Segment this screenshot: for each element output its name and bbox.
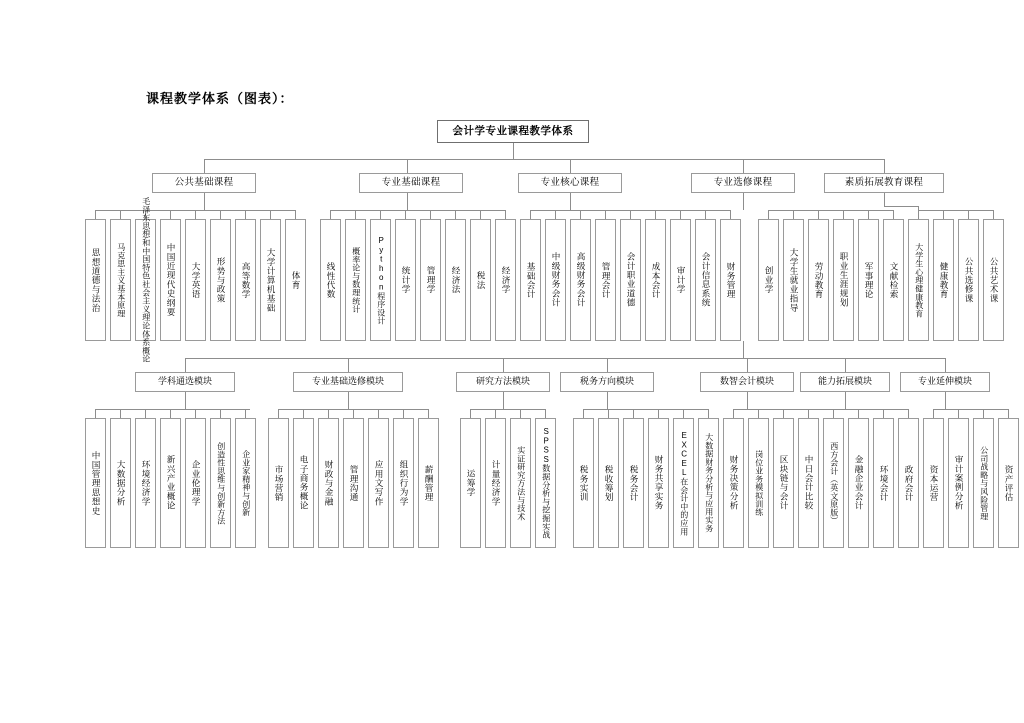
leaf-label: 形势与政策 <box>216 257 226 303</box>
leaf-label: 思想道德与法治 <box>91 247 101 313</box>
leaf-node <box>833 219 854 341</box>
leaf-label: 资产评估 <box>1004 464 1014 502</box>
leaf-label: 统计学 <box>401 266 411 294</box>
leaf-node <box>545 219 566 341</box>
level2-node-major-basic-elective: 专业基础选修模块 <box>293 372 403 392</box>
leaf-label: 线性代数 <box>326 261 336 299</box>
leaf-label: 体育 <box>291 270 301 290</box>
leaf-label: 财务决策分析 <box>729 455 739 511</box>
leaf-label: 环境经济学 <box>141 460 151 506</box>
leaf-label: 区块链与会计 <box>779 455 789 511</box>
leaf-node <box>748 418 769 548</box>
leaf-label: 审计学 <box>676 266 686 294</box>
leaf-label: 税收筹划 <box>604 464 614 502</box>
leaf-label: 财务管理 <box>726 261 736 299</box>
leaf-node <box>285 219 306 341</box>
leaf-label: 职业生涯规划 <box>839 252 849 308</box>
leaf-label: 大学英语 <box>191 261 201 299</box>
leaf-node <box>958 219 979 341</box>
leaf-node <box>343 418 364 548</box>
leaf-label: 创造性思维与创新方法 <box>216 441 226 525</box>
leaf-label: 组织行为学 <box>399 460 409 506</box>
leaf-node <box>648 418 669 548</box>
leaf-node <box>485 418 506 548</box>
leaf-node <box>135 197 156 363</box>
leaf-node <box>393 418 414 548</box>
leaf-label: 会计信息系统 <box>701 252 711 308</box>
leaf-label: 管理学 <box>426 266 436 294</box>
leaf-node <box>973 418 994 548</box>
leaf-label: 环境会计 <box>879 464 889 502</box>
leaf-label: 概率论与数理统计 <box>351 246 361 314</box>
leaf-label: 经济学 <box>501 266 511 294</box>
leaf-label: 中国近现代史纲要 <box>166 243 176 317</box>
leaf-node <box>670 219 691 341</box>
leaf-node <box>873 418 894 548</box>
leaf-label: 公共艺术课 <box>989 257 999 303</box>
level2-node-digital-accounting: 数智会计模块 <box>700 372 794 392</box>
level2-node-discipline-general: 学科通选模块 <box>135 372 235 392</box>
leaf-node <box>395 219 416 341</box>
leaf-node <box>698 418 719 548</box>
leaf-label: SPSS数据分析与挖掘实战 <box>541 427 551 539</box>
level1-node-major-elective: 专业选修课程 <box>691 173 795 193</box>
leaf-node <box>110 418 131 548</box>
leaf-label: 高等数学 <box>241 261 251 299</box>
level1-node-quality-extension: 素质拓展教育课程 <box>824 173 944 193</box>
leaf-label: 大学生就业指导 <box>789 247 799 313</box>
leaf-label: 大学生心理健康教育 <box>914 242 924 318</box>
leaf-label: 企业伦理学 <box>191 460 201 506</box>
leaf-node <box>160 219 181 341</box>
level2-node-ability-extension: 能力拓展模块 <box>800 372 890 392</box>
leaf-label: 金融企业会计 <box>854 455 864 511</box>
leaf-label: 毛泽东思想和中国特色社会主义理论体系概论 <box>141 197 151 363</box>
leaf-node <box>673 418 694 548</box>
leaf-label: 大学计算机基础 <box>266 247 276 313</box>
leaf-node <box>85 418 106 548</box>
leaf-label: 公共选修课 <box>964 257 974 303</box>
leaf-node <box>470 219 491 341</box>
leaf-label: 大数据财务分析与应用实务 <box>704 433 714 533</box>
leaf-node <box>268 418 289 548</box>
leaf-label: 企业家精神与创新 <box>241 449 251 517</box>
leaf-label: 马克思主义基本原理 <box>116 242 126 318</box>
leaf-label: 薪酬管理 <box>424 464 434 502</box>
leaf-node <box>695 219 716 341</box>
leaf-label: 劳动教育 <box>814 261 824 299</box>
leaf-node <box>293 418 314 548</box>
leaf-label: 公司战略与风险管理 <box>979 445 989 521</box>
leaf-node <box>495 219 516 341</box>
leaf-label: 创业学 <box>764 266 774 294</box>
leaf-node <box>923 418 944 548</box>
leaf-node <box>418 418 439 548</box>
leaf-node <box>460 418 481 548</box>
leaf-label: 审计案例分析 <box>954 455 964 511</box>
leaf-node <box>598 418 619 548</box>
leaf-node <box>823 418 844 548</box>
leaf-node <box>570 219 591 341</box>
leaf-node <box>318 418 339 548</box>
leaf-node <box>933 219 954 341</box>
leaf-label: 成本会计 <box>651 261 661 299</box>
page-title: 课程教学体系（图表）： <box>146 91 294 106</box>
leaf-label: 西方会计（英文原版） <box>829 441 839 525</box>
leaf-node <box>998 418 1019 548</box>
leaf-node <box>645 219 666 341</box>
leaf-node <box>720 219 741 341</box>
leaf-label: 税务会计 <box>629 464 639 502</box>
leaf-node <box>210 219 231 341</box>
leaf-label: Python程序设计 <box>376 235 386 325</box>
leaf-node <box>260 219 281 341</box>
leaf-node <box>573 418 594 548</box>
leaf-label: EXCEL在会计中的应用 <box>679 430 689 536</box>
level2-node-research-method: 研究方法模块 <box>456 372 550 392</box>
leaf-label: 军事理论 <box>864 261 874 299</box>
leaf-label: 运筹学 <box>466 469 476 497</box>
level2-node-major-extension: 专业延伸模块 <box>900 372 990 392</box>
leaf-label: 会计职业道德 <box>626 252 636 308</box>
leaf-node <box>983 219 1004 341</box>
leaf-label: 实证研究方法与技术 <box>516 445 526 521</box>
leaf-label: 计量经济学 <box>491 460 501 506</box>
leaf-node <box>883 219 904 341</box>
leaf-label: 应用文写作 <box>374 460 384 506</box>
leaf-node <box>235 219 256 341</box>
leaf-node <box>773 418 794 548</box>
level1-node-major-basic: 专业基础课程 <box>359 173 463 193</box>
leaf-node <box>595 219 616 341</box>
leaf-node <box>235 418 256 548</box>
leaf-label: 中日会计比较 <box>804 455 814 511</box>
leaf-node <box>320 219 341 341</box>
leaf-label: 大数据分析 <box>116 460 126 506</box>
leaf-label: 经济法 <box>451 266 461 294</box>
leaf-label: 管理沟通 <box>349 464 359 502</box>
leaf-label: 中级财务会计 <box>551 252 561 308</box>
leaf-label: 资本运营 <box>929 464 939 502</box>
leaf-label: 新兴产业概论 <box>166 455 176 511</box>
leaf-node <box>420 219 441 341</box>
leaf-node <box>345 219 366 341</box>
root-node: 会计学专业课程教学体系 <box>437 120 589 143</box>
leaf-node <box>908 219 929 341</box>
leaf-label: 财政与金融 <box>324 460 334 506</box>
level2-node-tax-direction: 税务方向模块 <box>560 372 654 392</box>
leaf-node <box>520 219 541 341</box>
leaf-node <box>858 219 879 341</box>
leaf-node <box>620 219 641 341</box>
leaf-node <box>135 418 156 548</box>
leaf-label: 高级财务会计 <box>576 252 586 308</box>
leaf-node <box>758 219 779 341</box>
leaf-node <box>110 219 131 341</box>
leaf-node <box>898 418 919 548</box>
leaf-label: 财务共享实务 <box>654 455 664 511</box>
leaf-label: 税务实训 <box>579 464 589 502</box>
level1-node-public-basic: 公共基础课程 <box>152 173 256 193</box>
leaf-node <box>85 219 106 341</box>
leaf-label: 岗位业务模拟训练 <box>754 449 764 517</box>
leaf-node <box>368 418 389 548</box>
leaf-node <box>185 418 206 548</box>
leaf-label: 中国管理思想史 <box>91 450 101 516</box>
leaf-node <box>808 219 829 341</box>
leaf-node <box>370 219 391 341</box>
leaf-node <box>783 219 804 341</box>
leaf-node <box>948 418 969 548</box>
leaf-node <box>623 418 644 548</box>
leaf-label: 管理会计 <box>601 261 611 299</box>
leaf-node <box>210 418 231 548</box>
leaf-node <box>798 418 819 548</box>
leaf-node <box>535 418 556 548</box>
leaf-node <box>445 219 466 341</box>
leaf-label: 基础会计 <box>526 261 536 299</box>
leaf-node <box>510 418 531 548</box>
leaf-label: 税法 <box>476 270 486 290</box>
leaf-label: 政府会计 <box>904 464 914 502</box>
leaf-node <box>723 418 744 548</box>
leaf-label: 文献检索 <box>889 261 899 299</box>
leaf-label: 健康教育 <box>939 261 949 299</box>
level1-node-major-core: 专业核心课程 <box>518 173 622 193</box>
leaf-node <box>185 219 206 341</box>
leaf-node <box>160 418 181 548</box>
leaf-node <box>848 418 869 548</box>
leaf-label: 市场营销 <box>274 464 284 502</box>
leaf-label: 电子商务概论 <box>299 455 309 511</box>
